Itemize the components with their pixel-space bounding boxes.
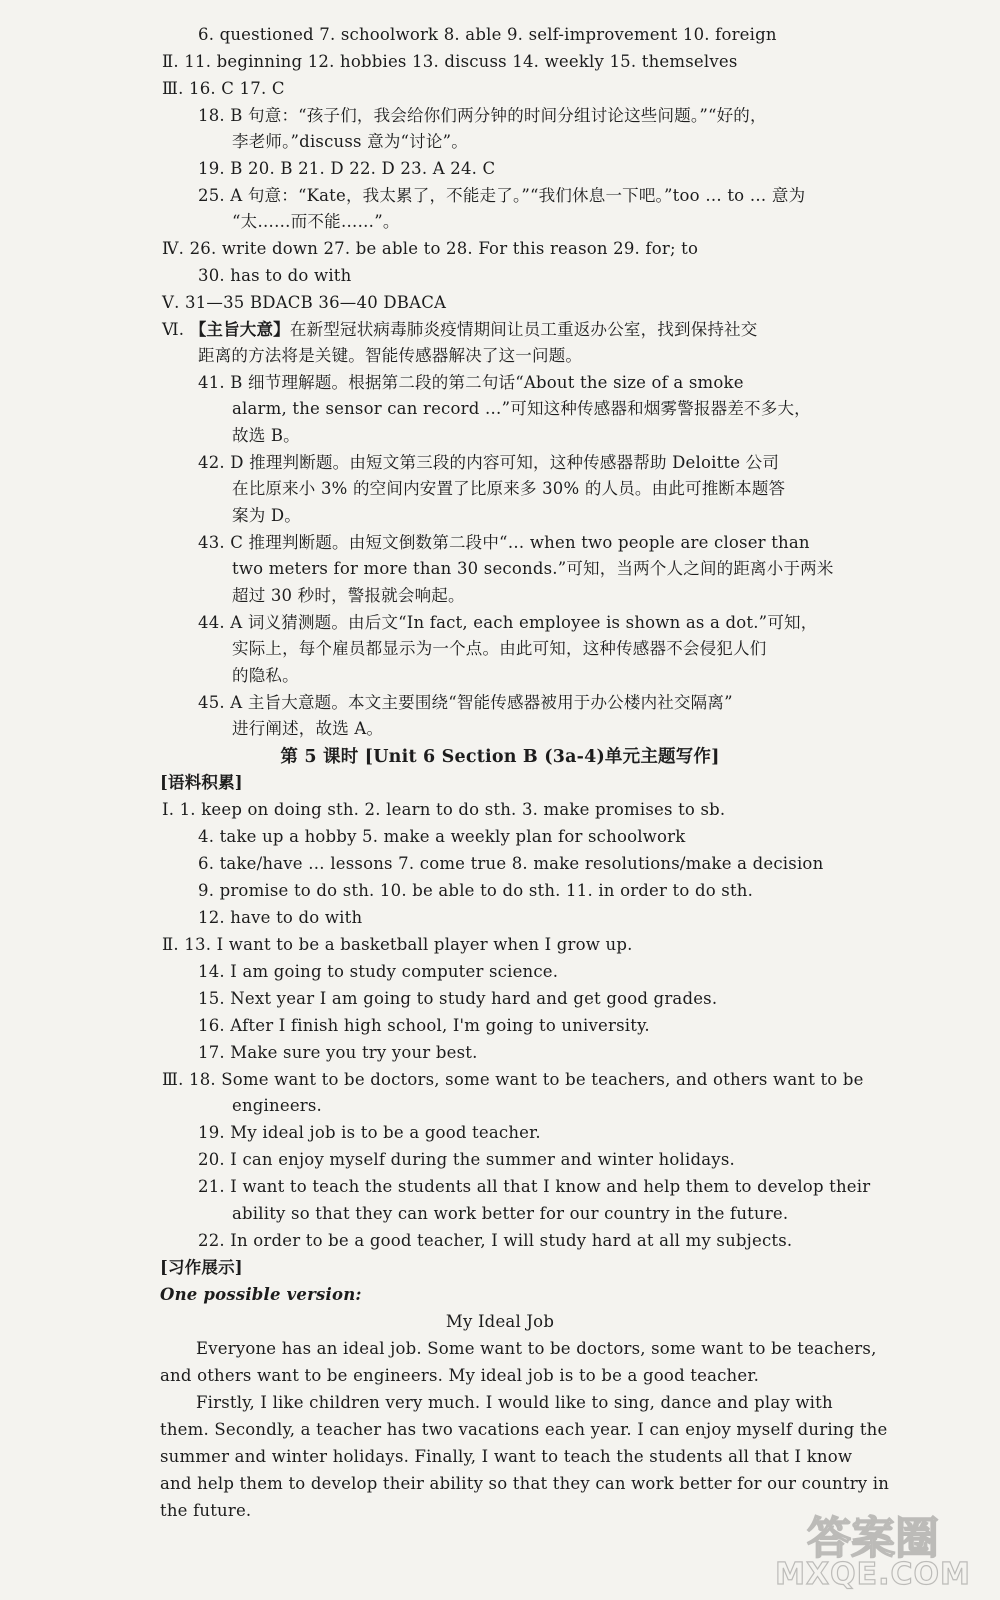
text-line: 进行阐述，故选 A。 [232,719,384,738]
text-line: Ⅵ. 【主旨大意】在新型冠状病毒肺炎疫情期间让员工重返办公室，找到保持社交 [162,320,758,339]
text-line: 的隐私。 [232,666,299,685]
text-line: [习作展示] [160,1258,243,1277]
text-line: 41. B 细节理解题。根据第二段的第二句话“About the size of a smoke [198,373,744,392]
text-line: 42. D 推理判断题。由短文第三段的内容可知，这种传感器帮助 Deloitte 公司 [198,453,780,472]
text-line: 超过 30 秒时，警报就会响起。 [232,586,465,605]
section-heading: 第 5 课时 [Unit 6 Section B (3a-4)单元主题写作] [280,747,720,767]
text-line: 在比原来小 3% 的空间内安置了比原来多 30% 的人员。由此可推断本题答 [232,479,786,498]
text-line: Ⅰ. 1. keep on doing sth. 2. learn to do sth. 3. make promises to sb. [162,800,726,819]
text-line: engineers. [232,1096,322,1115]
text-line: Ⅲ. 16. C 17. C [162,79,285,98]
text-line: “太……而不能……”。 [232,212,400,231]
text-line: 6. take/have … lessons 7. come true 8. make resolutions/make a decision [198,854,824,873]
text-line: 15. Next year I am going to study hard and get good grades. [198,989,718,1008]
text-line: 故选 B。 [232,426,300,445]
text-line: 22. In order to be a good teacher, I will study hard at all my subjects. [198,1231,793,1250]
text-line: Ⅴ. 31—35 BDACB 36—40 DBACA [162,293,447,312]
text-line: 30. has to do with [198,266,352,285]
text-line: Firstly, I like children very much. I would like to sing, dance and play with [196,1393,833,1412]
text-line: two meters for more than 30 seconds.”可知，当两个人之间的距离小于两米 [232,559,834,578]
text-line: 14. I am going to study computer science. [198,962,559,981]
text-line: them. Secondly, a teacher has two vacations each year. I can enjoy myself during the [160,1420,888,1439]
text-line: 17. Make sure you try your best. [198,1043,478,1062]
text-line: Ⅱ. 13. I want to be a basketball player when I grow up. [162,935,633,954]
text-line: 李老师。”discuss 意为“讨论”。 [232,132,468,151]
text-line: 6. questioned 7. schoolwork 8. able 9. self-improvement 10. foreign [198,25,777,44]
main-idea-label: 【主旨大意】 [189,320,290,339]
text-line: summer and winter holidays. Finally, I want to teach the students all that I know [160,1447,853,1466]
text-line: 12. have to do with [198,908,363,927]
text-line: ability so that they can work better for our country in the future. [232,1204,789,1223]
text-line: and others want to be engineers. My ideal job is to be a good teacher. [160,1366,760,1385]
watermark-logo [768,1502,978,1592]
watermark-text-top: 答案圈 [807,1513,939,1564]
text-line: 19. My ideal job is to be a good teacher. [198,1123,541,1142]
text-line: 21. I want to teach the students all that I know and help them to develop their [198,1177,871,1196]
text-line: 9. promise to do sth. 10. be able to do sth. 11. in order to do sth. [198,881,754,900]
text-line: and help them to develop their ability so that they can work better for our country in [160,1474,890,1493]
text-line: the future. [160,1501,252,1520]
text-line: 16. After I finish high school, I'm going to university. [198,1016,650,1035]
text-line: 18. B 句意：“孩子们，我会给你们两分钟的时间分组讨论这些问题。”“好的， [198,106,767,125]
text-line: alarm, the sensor can record …”可知这种传感器和烟雾警报器差不多大， [232,399,811,418]
text-line: 43. C 推理判断题。由短文倒数第二段中“… when two people are closer than [198,533,810,552]
text-line: 19. B 20. B 21. D 22. D 23. A 24. C [198,159,496,178]
text-line: 25. A 句意：“Kate，我太累了，不能走了。”“我们休息一下吧。”too … to … 意为 [198,186,806,205]
text-line: 20. I can enjoy myself during the summer and winter holidays. [198,1150,735,1169]
text-line: Ⅳ. 26. write down 27. be able to 28. For this reason 29. for; to [162,239,699,258]
text-line: 4. take up a hobby 5. make a weekly plan for schoolwork [198,827,686,846]
text-line: Everyone has an ideal job. Some want to be doctors, some want to be teachers, [196,1339,877,1358]
text-line: 案为 D。 [232,506,301,525]
text-line: 44. A 词义猜测题。由后文“In fact, each employee is shown as a dot.”可知， [198,613,818,632]
text-line: [语料积累] [160,773,243,792]
watermark-text-bottom: MXQE.COM [775,1557,971,1592]
text-line: Ⅱ. 11. beginning 12. hobbies 13. discuss 14. weekly 15. themselves [162,52,738,71]
text-line: 45. A 主旨大意题。本文主要围绕“智能传感器被用于办公楼内社交隔离” [198,693,733,712]
text-line: 实际上，每个雇员都显示为一个点。由此可知，这种传感器不会侵犯人们 [232,639,767,658]
text-line: Ⅲ. 18. Some want to be doctors, some want to be teachers, and others want to be [162,1070,864,1089]
text-line: One possible version: [160,1285,362,1304]
essay-title: My Ideal Job [445,1312,555,1331]
text-line: 距离的方法将是关键。智能传感器解决了这一问题。 [198,346,583,365]
